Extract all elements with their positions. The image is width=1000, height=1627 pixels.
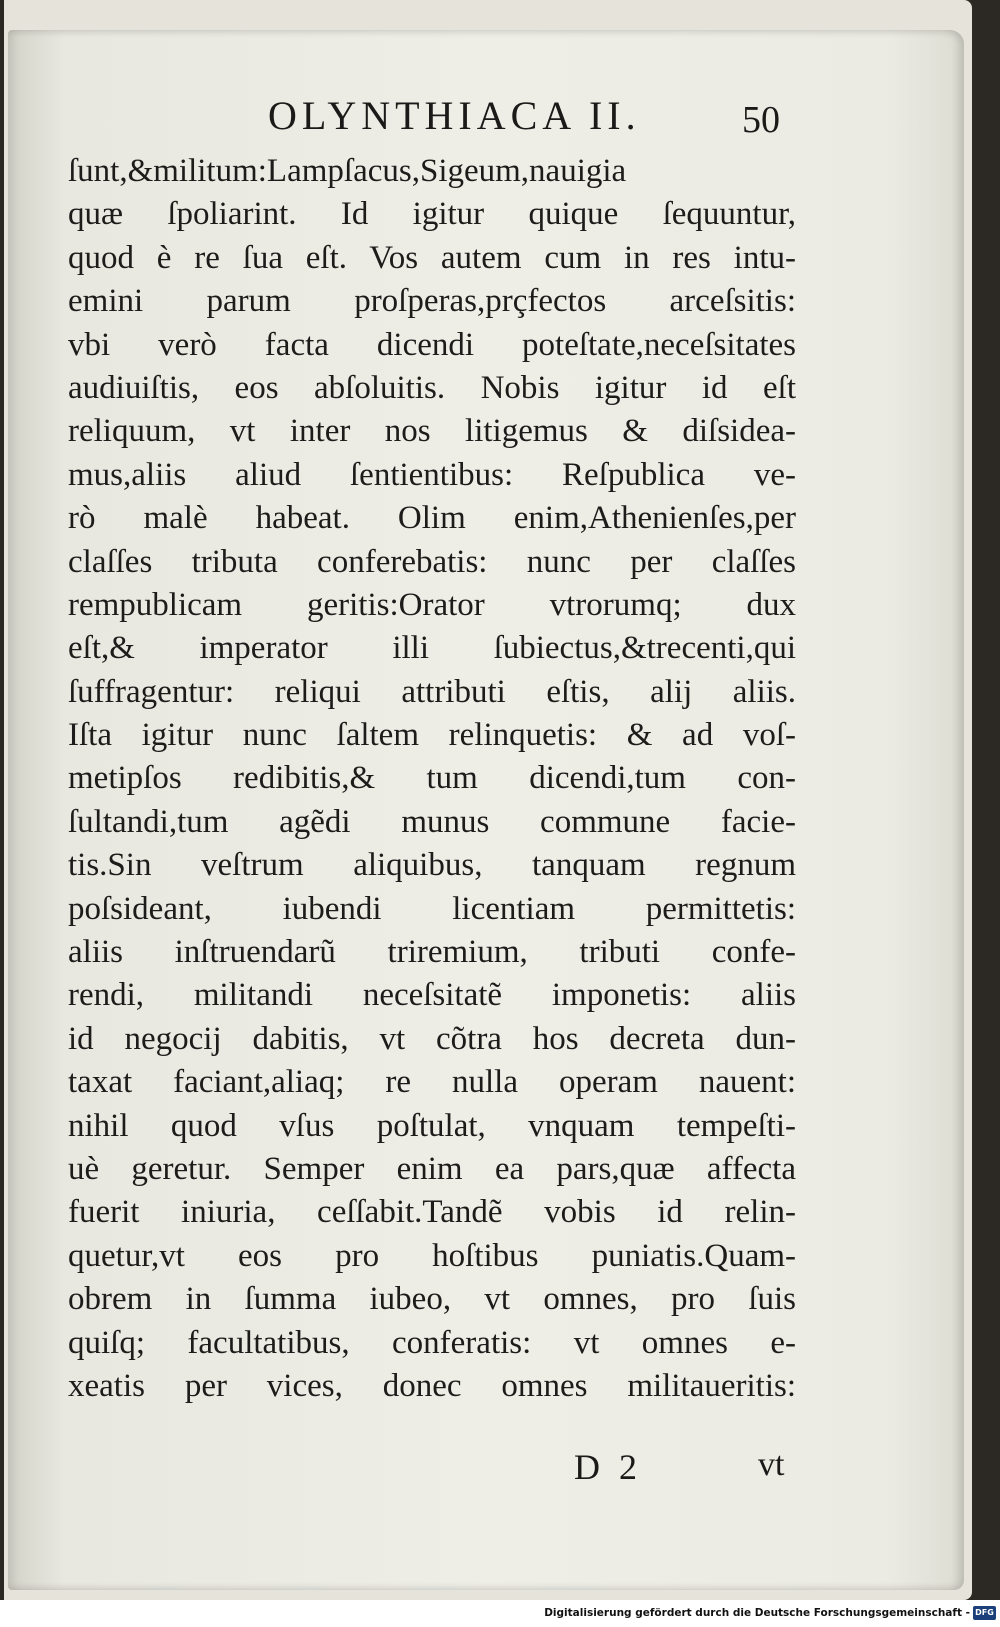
digitization-credit: Digitalisierung gefördert durch die Deutsche Forschungsgemeinschaft - bbox=[544, 1607, 970, 1619]
catchword: vt bbox=[758, 1446, 785, 1483]
text-line: reliquum, vt inter nos litigemus & diſsidea- bbox=[68, 413, 796, 450]
text-line: fuerit iniuria, ceſſabit.Tandẽ vobis id relin- bbox=[68, 1194, 796, 1231]
text-line: poſsideant, iubendi licentiam permittetis: bbox=[68, 890, 796, 927]
body-text bbox=[68, 150, 796, 1408]
text-line: rendi, militandi neceſsitatẽ imponetis: aliis bbox=[68, 977, 796, 1014]
text-line: uè geretur. Semper enim ea pars,quæ affecta bbox=[68, 1150, 796, 1187]
text-line: taxat faciant,aliaq; re nulla operam nauent: bbox=[68, 1064, 796, 1101]
page-footer bbox=[0, 1446, 1000, 1496]
text-line: ſultandi,tum agẽdi munus commune facie- bbox=[68, 803, 796, 840]
text-line: mus,aliis aliud ſentientibus: Reſpublica ve- bbox=[68, 456, 796, 493]
text-line: quiſq; facultatibus, conferatis: vt omnes e- bbox=[68, 1324, 796, 1361]
text-line: rempublicam geritis:Orator vtrorumq; dux bbox=[68, 586, 796, 623]
text-line: vbi verò facta dicendi poteſtate,neceſsitates bbox=[68, 326, 796, 363]
text-line: claſſes tributa conferebatis: nunc per claſſes bbox=[68, 543, 796, 580]
dfg-logo-icon: DFG bbox=[973, 1606, 996, 1620]
text-line: ſunt,&militum:Lampſacus,Sigeum,nauigia bbox=[68, 153, 627, 189]
text-line: obrem in ſumma iubeo, vt omnes, pro ſuis bbox=[68, 1281, 796, 1318]
digitization-credit-bar bbox=[0, 1600, 1000, 1627]
text-line: quod è re ſua eſt. Vos autem cum in res intu- bbox=[68, 239, 796, 276]
text-line: emini parum proſperas,prçfectos arceſsitis: bbox=[68, 283, 796, 320]
text-line: nihil quod vſus poſtulat, vnquam tempeſti- bbox=[68, 1107, 796, 1144]
text-line: quæ ſpoliarint. Id igitur quique ſequuntur, bbox=[68, 196, 796, 233]
text-line: tis.Sin veſtrum aliquibus, tanquam regnum bbox=[68, 847, 796, 884]
text-line: metipſos redibitis,& tum dicendi,tum con- bbox=[68, 760, 796, 797]
text-line: xeatis per vices, donec omnes militaueritis: bbox=[68, 1367, 796, 1404]
running-head: OLYNTHIACA II. bbox=[268, 93, 641, 138]
text-line: audiuiſtis, eos abſoluitis. Nobis igitur id eſt bbox=[68, 369, 796, 406]
text-line: eſt,& imperator illi ſubiectus,&trecenti,qui bbox=[68, 630, 796, 667]
text-line: quetur,vt eos pro hoſtibus puniatis.Quam- bbox=[68, 1237, 796, 1274]
text-line: aliis inſtruendarũ triremium, tributi confe- bbox=[68, 934, 796, 971]
text-line: ſuffragentur: reliqui attributi eſtis, alij aliis. bbox=[68, 673, 796, 710]
signature-mark: D 2 bbox=[574, 1447, 637, 1487]
text-line: Iſta igitur nunc ſaltem relinquetis: & ad voſ- bbox=[68, 717, 796, 754]
page-number: 50 bbox=[742, 99, 780, 141]
text-line: id negocij dabitis, vt cõtra hos decreta dun- bbox=[68, 1020, 796, 1057]
text-line: rò malè habeat. Olim enim,Athenienſes,per bbox=[68, 500, 796, 537]
page-header bbox=[0, 92, 1000, 152]
